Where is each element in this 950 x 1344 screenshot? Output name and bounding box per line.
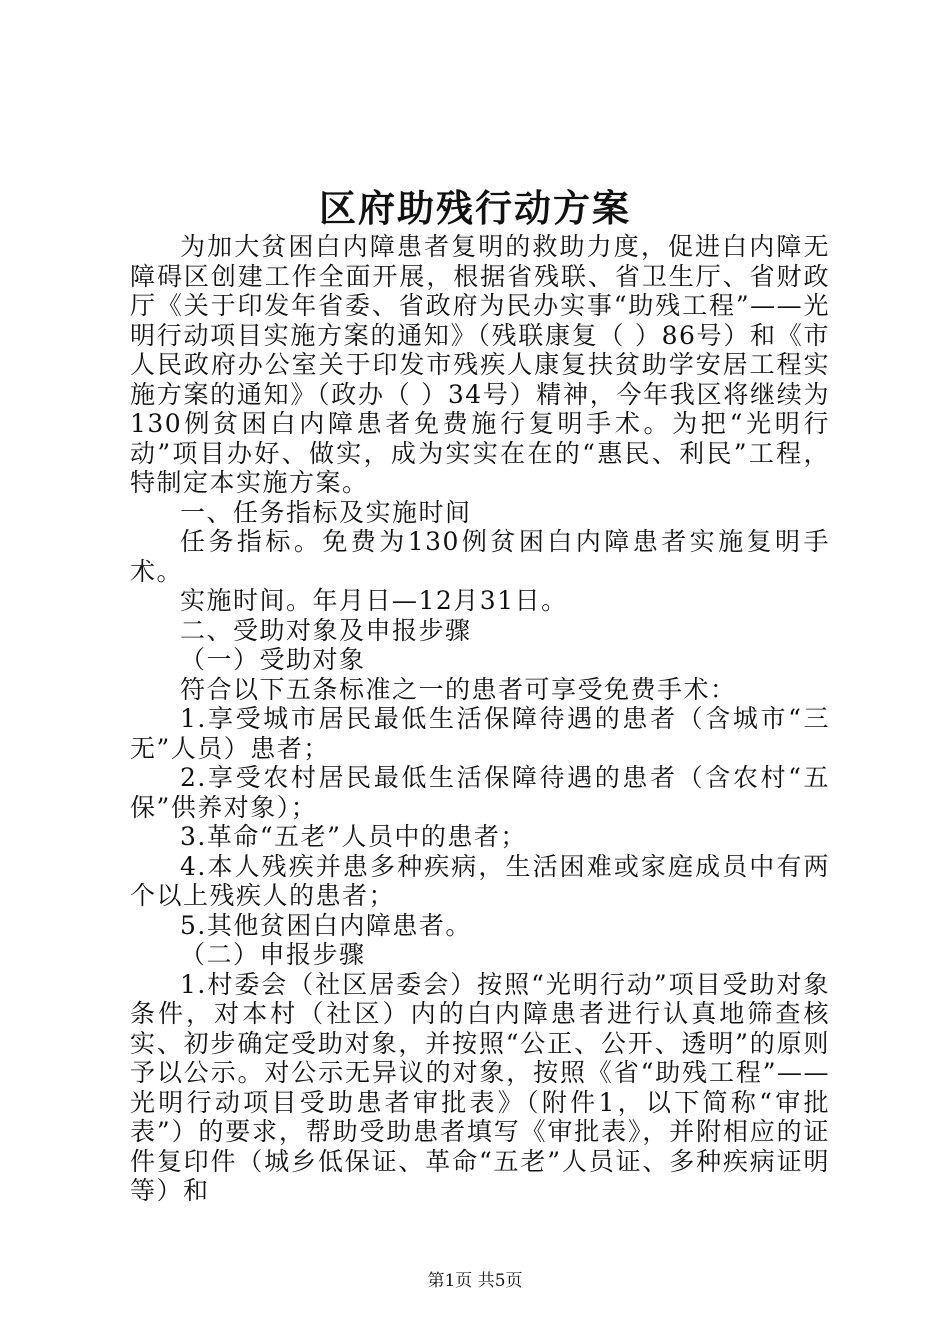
section-heading-2: 二、受助对象及申报步骤 <box>180 615 472 645</box>
paragraph-criteria-intro: 符合以下五条标准之一的患者可享受免费手术： <box>180 674 737 704</box>
list-item-criteria-3: 3.革命“五老”人员中的患者； <box>180 822 527 851</box>
paragraph-intro: 为加大贫困白内障患者复明的救助力度，促进白内障无障碍区创建工作全面开展，根据省残联、省卫生厅、省财政厅《关于印发年省委、省政府为民办实事“助残工程”——光明行动项目实施方案的通知》（残联康复（ ）86号）和《市人民政府办公室关于印发市残疾人康复扶贫助学安居工程实施方案的通知》（政办（ ）34号）精神，今年我区将继续为130例贫困白内障患者免费施行复明手术。为把“光明行动”项目办好、做实，成为实实在在的“惠民、利民”工程，特制定本实施方案。 <box>130 232 830 497</box>
list-item-criteria-1: 1.享受城市居民最低生活保障待遇的患者（含城市“三无”人员）患者； <box>130 704 830 763</box>
list-item-criteria-5: 5.其他贫困白内障患者。 <box>180 910 472 940</box>
subsection-heading-2: （二）申报步骤 <box>180 940 366 969</box>
paragraph-task-target: 任务指标。免费为130例贫困白内障患者实施复明手术。 <box>130 527 830 586</box>
document-body <box>130 232 830 1206</box>
list-item-criteria-2: 2.享受农村居民最低生活保障待遇的患者（含农村“五保”供养对象）； <box>130 763 830 822</box>
list-item-criteria-4: 4.本人残疾并患多种疾病，生活困难或家庭成员中有两个以上残疾人的患者； <box>130 851 830 910</box>
subsection-heading-1: （一）受助对象 <box>180 645 366 674</box>
page-number-footer: 第1页 共5页 <box>427 1271 523 1291</box>
paragraph-application-step-1: 1.村委会（社区居委会）按照“光明行动”项目受助对象条件，对本村（社区）内的白内障患者进行认真地筛查核实、初步确定受助对象，并按照“公正、公开、透明”的原则予以公示。对公示无异议的对象，按照《省“助残工程”——光明行动项目受助患者审批表》（附件1，以下简称“审批表”）的要求，帮助受助患者填写《审批表》，并附相应的证件复印件（城乡低保证、革命“五老”人员证、多种疾病证明等）和 <box>130 969 830 1205</box>
document-title: 区府助残行动方案 <box>319 186 631 230</box>
paragraph-schedule: 实施时间。年月日—12月31日。 <box>180 586 568 615</box>
section-heading-1: 一、任务指标及实施时间 <box>180 497 472 527</box>
